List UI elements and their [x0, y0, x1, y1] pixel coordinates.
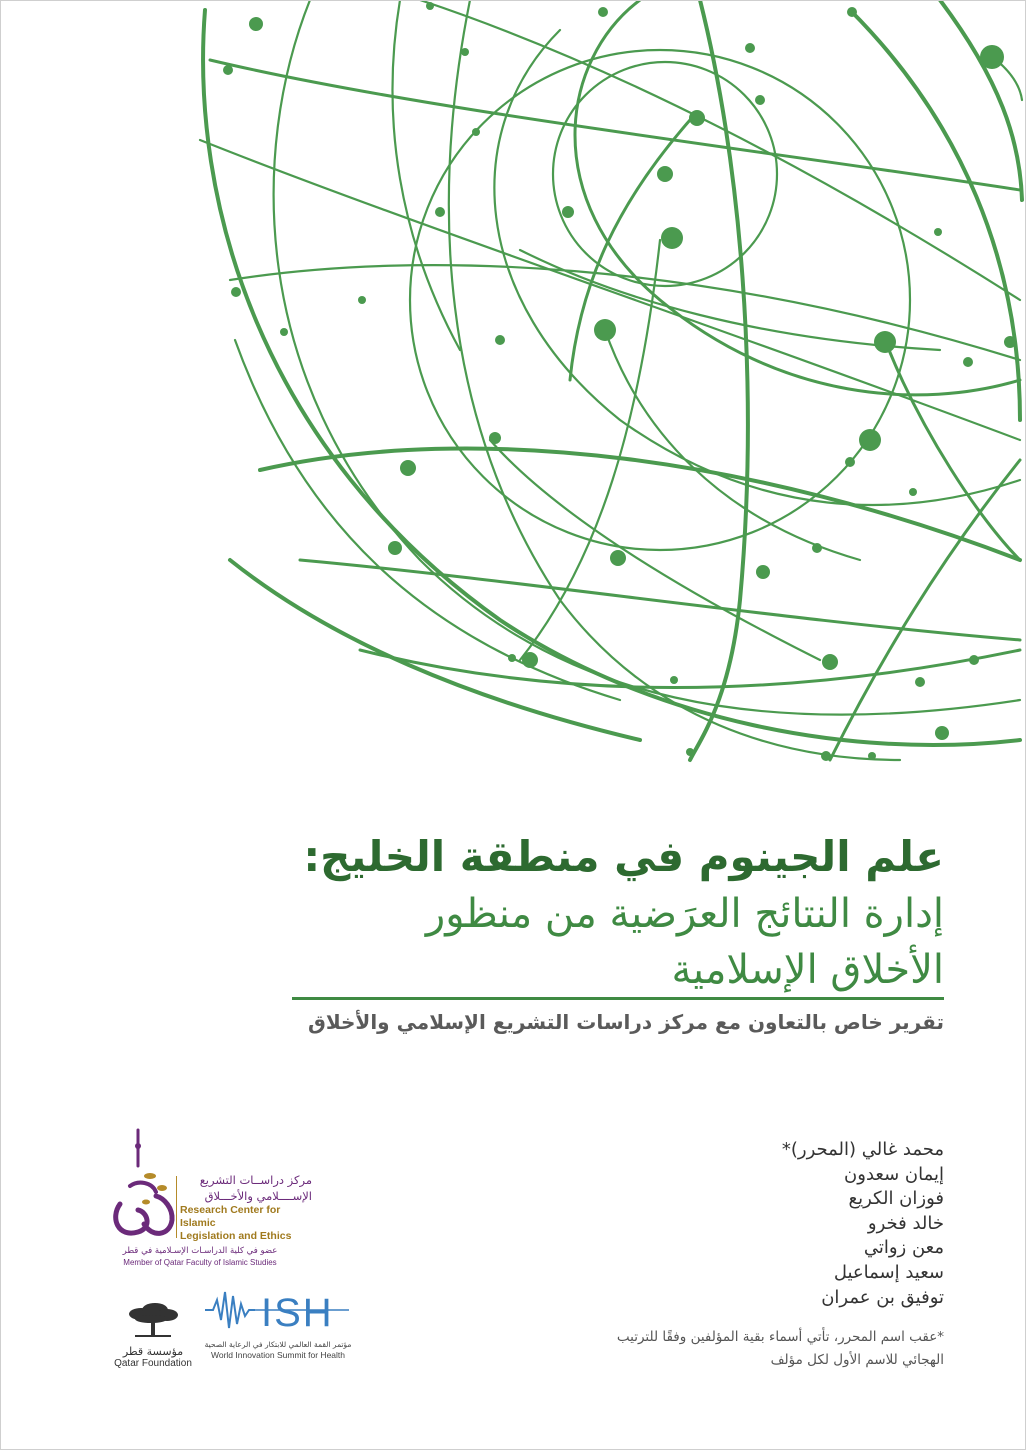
network-node — [657, 166, 673, 182]
page-subtitle-line-2: الأخلاق الإسلامية — [671, 947, 944, 993]
research-center-name-ar-1: مركز دراســات التشريع — [199, 1173, 312, 1187]
network-node — [934, 228, 942, 236]
network-arc — [230, 560, 640, 740]
network-node — [935, 726, 949, 740]
author-name: معن زواتي — [863, 1237, 944, 1259]
network-node — [508, 654, 516, 662]
network-node — [812, 543, 822, 553]
network-node — [755, 95, 765, 105]
network-node — [400, 460, 416, 476]
qatar-foundation-logo — [108, 1300, 198, 1370]
network-node — [661, 227, 683, 249]
author-name: إيمان سعدون — [844, 1163, 944, 1185]
qatar-foundation-name-en: Qatar Foundation — [114, 1358, 192, 1369]
wish-name-en: World Innovation Summit for Health — [210, 1350, 345, 1360]
network-node — [495, 335, 505, 345]
research-center-name-en-2: Legislation and Ethics — [180, 1230, 292, 1242]
network-node — [868, 752, 876, 760]
network-node — [435, 207, 445, 217]
network-arc — [210, 60, 1020, 190]
qatar-foundation-name-ar: مؤسسة قطر — [122, 1345, 184, 1358]
network-node — [745, 43, 755, 53]
network-node — [874, 331, 896, 353]
network-node — [686, 748, 694, 756]
network-node — [231, 287, 241, 297]
network-node — [426, 2, 434, 10]
network-node — [562, 206, 574, 218]
author-name: سعيد إسماعيل — [833, 1261, 944, 1283]
author-name: فوزان الكريع — [848, 1188, 944, 1210]
author-name: محمد غالي (المحرر)* — [781, 1139, 944, 1160]
network-node — [388, 541, 402, 555]
membership-en: Member of Qatar Faculty of Islamic Studies — [123, 1258, 277, 1267]
network-node — [909, 488, 917, 496]
research-center-membership — [110, 1246, 290, 1268]
network-arc — [449, 0, 900, 760]
network-node — [358, 296, 366, 304]
report-collaboration-note: تقرير خاص بالتعاون مع مركز دراسات التشريع الإسلامي والأخلاق — [307, 1010, 944, 1034]
research-center-name-en-1: Research Center for Islamic — [180, 1204, 281, 1229]
waveform-icon — [203, 1286, 353, 1336]
network-node — [489, 432, 501, 444]
logo-separator — [176, 1176, 177, 1238]
network-node — [249, 17, 263, 31]
network-arc — [570, 120, 690, 380]
network-node — [1004, 336, 1016, 348]
page-title: علم الجينوم في منطقة الخليج: — [303, 832, 944, 881]
network-node — [598, 7, 608, 17]
editor-footnote-line-1: *عقب اسم المحرر، تأتي أسماء بقية المؤلفين وفقًا للترتيب — [616, 1329, 944, 1345]
network-arc — [940, 0, 1022, 200]
network-node — [859, 429, 881, 451]
network-node — [915, 677, 925, 687]
tree-icon — [123, 1300, 183, 1340]
network-arc — [605, 330, 860, 560]
wish-name-ar: مؤتمر القمة العالمي للابتكار في الرعاية الصحية — [204, 1340, 352, 1349]
network-node — [594, 319, 616, 341]
network-node — [756, 565, 770, 579]
editor-footnote — [524, 1326, 944, 1372]
network-node — [847, 7, 857, 17]
cover-title-block — [284, 828, 944, 998]
network-node — [522, 652, 538, 668]
membership-ar: عضو في كلية الدراسـات الإسـلامية في قطر — [122, 1246, 278, 1256]
network-node — [670, 676, 678, 684]
author-name: خالد فخرو — [867, 1212, 944, 1234]
network-arc — [885, 340, 1020, 560]
research-center-logo-text — [180, 1172, 312, 1243]
research-center-name-ar-2: الإســــلامي والأخـــلاق — [204, 1189, 312, 1203]
network-node — [280, 328, 288, 336]
network-node — [980, 45, 1004, 69]
network-node — [223, 65, 233, 75]
editor-footnote-line-2: الهجائي للاسم الأول لكل مؤلف — [770, 1352, 944, 1368]
network-node — [610, 550, 626, 566]
network-node — [689, 110, 705, 126]
network-node — [472, 128, 480, 136]
network-node — [969, 655, 979, 665]
wish-logo — [203, 1286, 353, 1361]
wish-letters: ISH — [261, 1291, 334, 1335]
network-arc — [850, 10, 1020, 420]
author-name: توفيق بن عمران — [821, 1286, 944, 1308]
network-arc — [274, 0, 1020, 715]
author-list — [644, 1138, 944, 1310]
network-node — [963, 357, 973, 367]
network-node — [822, 654, 838, 670]
network-node — [845, 457, 855, 467]
title-divider — [292, 997, 944, 1000]
network-node — [821, 751, 831, 761]
page-subtitle-line-1: إدارة النتائج العرَضية من منظور — [425, 891, 944, 937]
network-node — [461, 48, 469, 56]
